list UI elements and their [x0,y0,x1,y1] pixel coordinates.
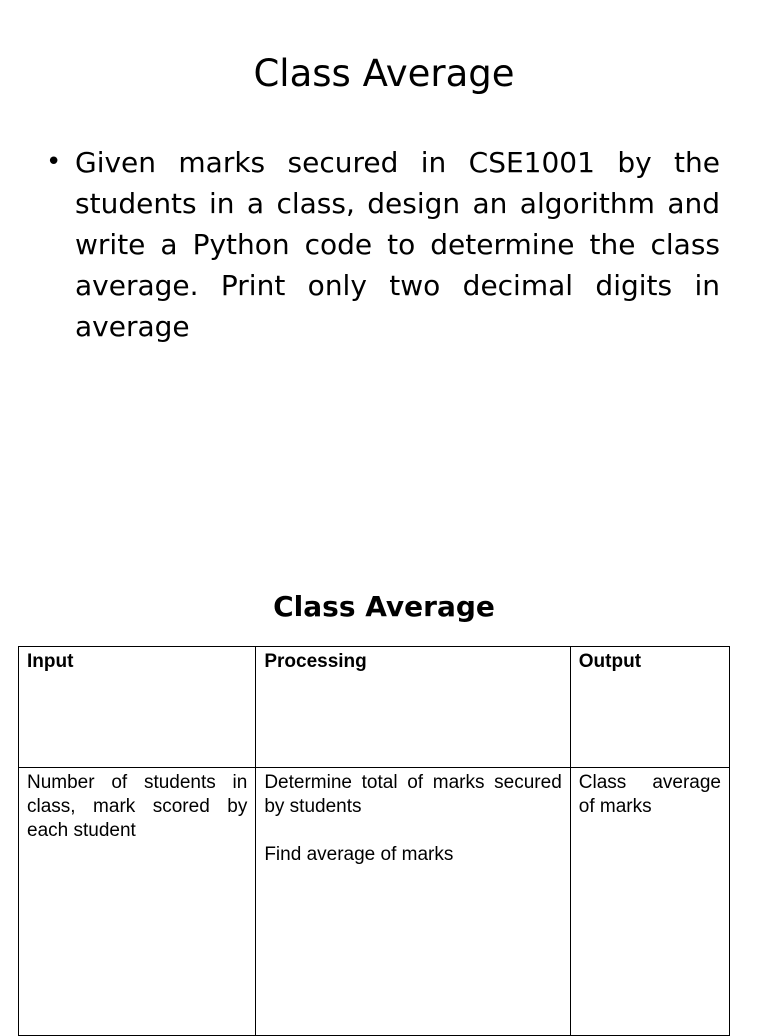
header-input: Input [19,647,256,768]
problem-statement: Given marks secured in CSE1001 by the students in a class, design an algorithm and write a Python code to determine the class average. Print only two decimal digits in average [75,146,720,343]
slide-title: Class Average [253,52,515,95]
header-output: Output [570,647,729,768]
ipo-section-title: Class Average [273,590,495,623]
ipo-table [18,646,730,1036]
bullet-item [46,142,720,347]
bullet-list [46,142,720,347]
processing-step-total: Determine total of marks secured by students [264,772,562,817]
cell-input: Number of students in class, mark scored by each student [19,768,256,1036]
processing-step-average: Find average of marks [264,844,454,865]
cell-processing [256,768,570,1036]
cell-output: Class average of marks [570,768,729,1036]
ipo-header-row [19,647,730,768]
bullet-dot-icon: • [46,147,62,177]
header-processing: Processing [256,647,570,768]
ipo-content-row [19,768,730,1036]
